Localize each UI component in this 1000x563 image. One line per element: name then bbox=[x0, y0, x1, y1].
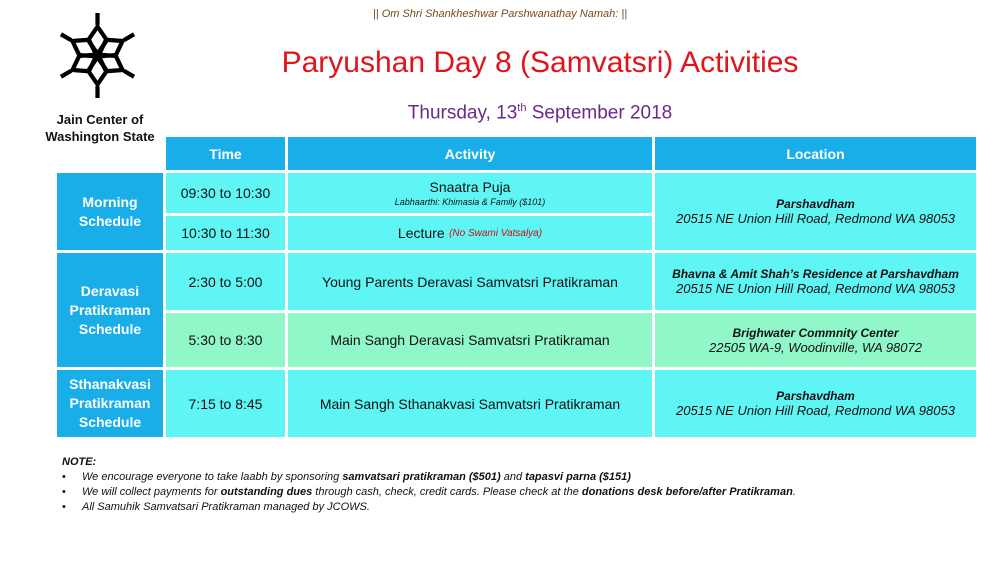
location-address: 20515 NE Union Hill Road, Redmond WA 98053 bbox=[676, 403, 955, 418]
mantra-line: || Om Shri Shankheshwar Parshwanathay Namah: || bbox=[372, 8, 628, 20]
org-line-1: Jain Center of bbox=[56, 112, 144, 127]
activity-cell bbox=[288, 173, 652, 213]
note-item bbox=[62, 501, 962, 513]
location-cell bbox=[655, 173, 976, 250]
activity-cell: Young Parents Deravasi Samvatsri Pratikraman bbox=[288, 253, 652, 310]
note-bold: tapasvi parna ($151) bbox=[525, 471, 631, 483]
org-line-2: Washington State bbox=[45, 129, 155, 144]
section-sthanakvasi bbox=[57, 370, 163, 437]
date-main: Thursday, 13 bbox=[407, 102, 518, 124]
page-title: Paryushan Day 8 (Samvatsri) Activities bbox=[281, 46, 799, 79]
section-label-line: Schedule bbox=[78, 212, 142, 229]
location-cell bbox=[655, 253, 976, 310]
note-text: and bbox=[500, 471, 526, 483]
section-label-line: Pratikraman bbox=[69, 301, 151, 318]
column-header-time: Time bbox=[166, 137, 285, 170]
location-cell bbox=[655, 313, 976, 367]
activity-note: (No Swami Vatsalya) bbox=[449, 227, 543, 239]
activity-cell: Main Sangh Sthanakvasi Samvatsri Pratikraman bbox=[288, 370, 652, 437]
section-label-line: Schedule bbox=[78, 414, 142, 430]
location-address: 22505 WA-9, Woodinville, WA 98072 bbox=[709, 339, 922, 355]
note-text: We will collect payments for bbox=[82, 486, 221, 498]
note-text: All Samuhik Samvatsari Pratikraman managed by JCOWS. bbox=[82, 501, 370, 513]
section-label-line: Pratikraman bbox=[69, 395, 151, 411]
activity-name: Lecture bbox=[397, 225, 445, 241]
activity-cell: Main Sangh Deravasi Samvatsri Pratikraman bbox=[288, 313, 652, 367]
section-label-line: Morning bbox=[82, 193, 138, 210]
note-bold: outstanding dues bbox=[220, 486, 313, 498]
notes-heading: NOTE: bbox=[62, 456, 97, 468]
time-cell: 09:30 to 10:30 bbox=[166, 173, 285, 213]
note-text: We encourage everyone to take laabh by sponsoring bbox=[82, 471, 343, 483]
location-address: 20515 NE Union Hill Road, Redmond WA 98053 bbox=[676, 211, 955, 226]
time-cell: 10:30 to 11:30 bbox=[166, 216, 285, 250]
section-label-line: Sthanakvasi bbox=[69, 376, 151, 392]
section-label-line: Schedule bbox=[78, 320, 142, 337]
activity-cell bbox=[288, 216, 652, 250]
location-name: Bhavna & Amit Shah’s Residence at Parshavdham bbox=[672, 267, 959, 281]
section-label-line: Deravasi bbox=[80, 282, 140, 299]
notes-section bbox=[62, 456, 962, 516]
activity-note: Labhaarthi: Khimasia & Family ($101) bbox=[394, 197, 546, 207]
time-cell: 2:30 to 5:00 bbox=[166, 253, 285, 310]
location-cell bbox=[655, 370, 976, 437]
column-header-activity: Activity bbox=[288, 137, 652, 170]
section-deravasi bbox=[57, 253, 163, 367]
jain-center-logo-icon bbox=[55, 8, 140, 103]
location-address: 20515 NE Union Hill Road, Redmond WA 98053 bbox=[676, 281, 955, 296]
note-bold: samvatsari pratikraman ($501) bbox=[342, 471, 501, 483]
column-header-location: Location bbox=[655, 137, 976, 170]
time-cell: 7:15 to 8:45 bbox=[166, 370, 285, 437]
location-name: Brighwater Commnity Center bbox=[732, 325, 899, 340]
location-name: Parshavdham bbox=[776, 389, 855, 403]
time-cell: 5:30 to 8:30 bbox=[166, 313, 285, 367]
note-bold: donations desk before/after Pratikraman bbox=[581, 486, 793, 498]
organization-name bbox=[40, 111, 160, 145]
date-suffix: th bbox=[517, 102, 527, 114]
note-text: . bbox=[792, 486, 796, 498]
section-morning bbox=[57, 173, 163, 250]
event-date bbox=[300, 102, 780, 124]
location-name: Parshavdham bbox=[776, 197, 855, 211]
date-rest: September 2018 bbox=[526, 102, 673, 124]
note-item bbox=[62, 486, 962, 498]
note-text: through cash, check, credit cards. Please check at the bbox=[312, 486, 582, 498]
note-item bbox=[62, 471, 962, 483]
activity-name: Snaatra Puja bbox=[429, 179, 511, 195]
